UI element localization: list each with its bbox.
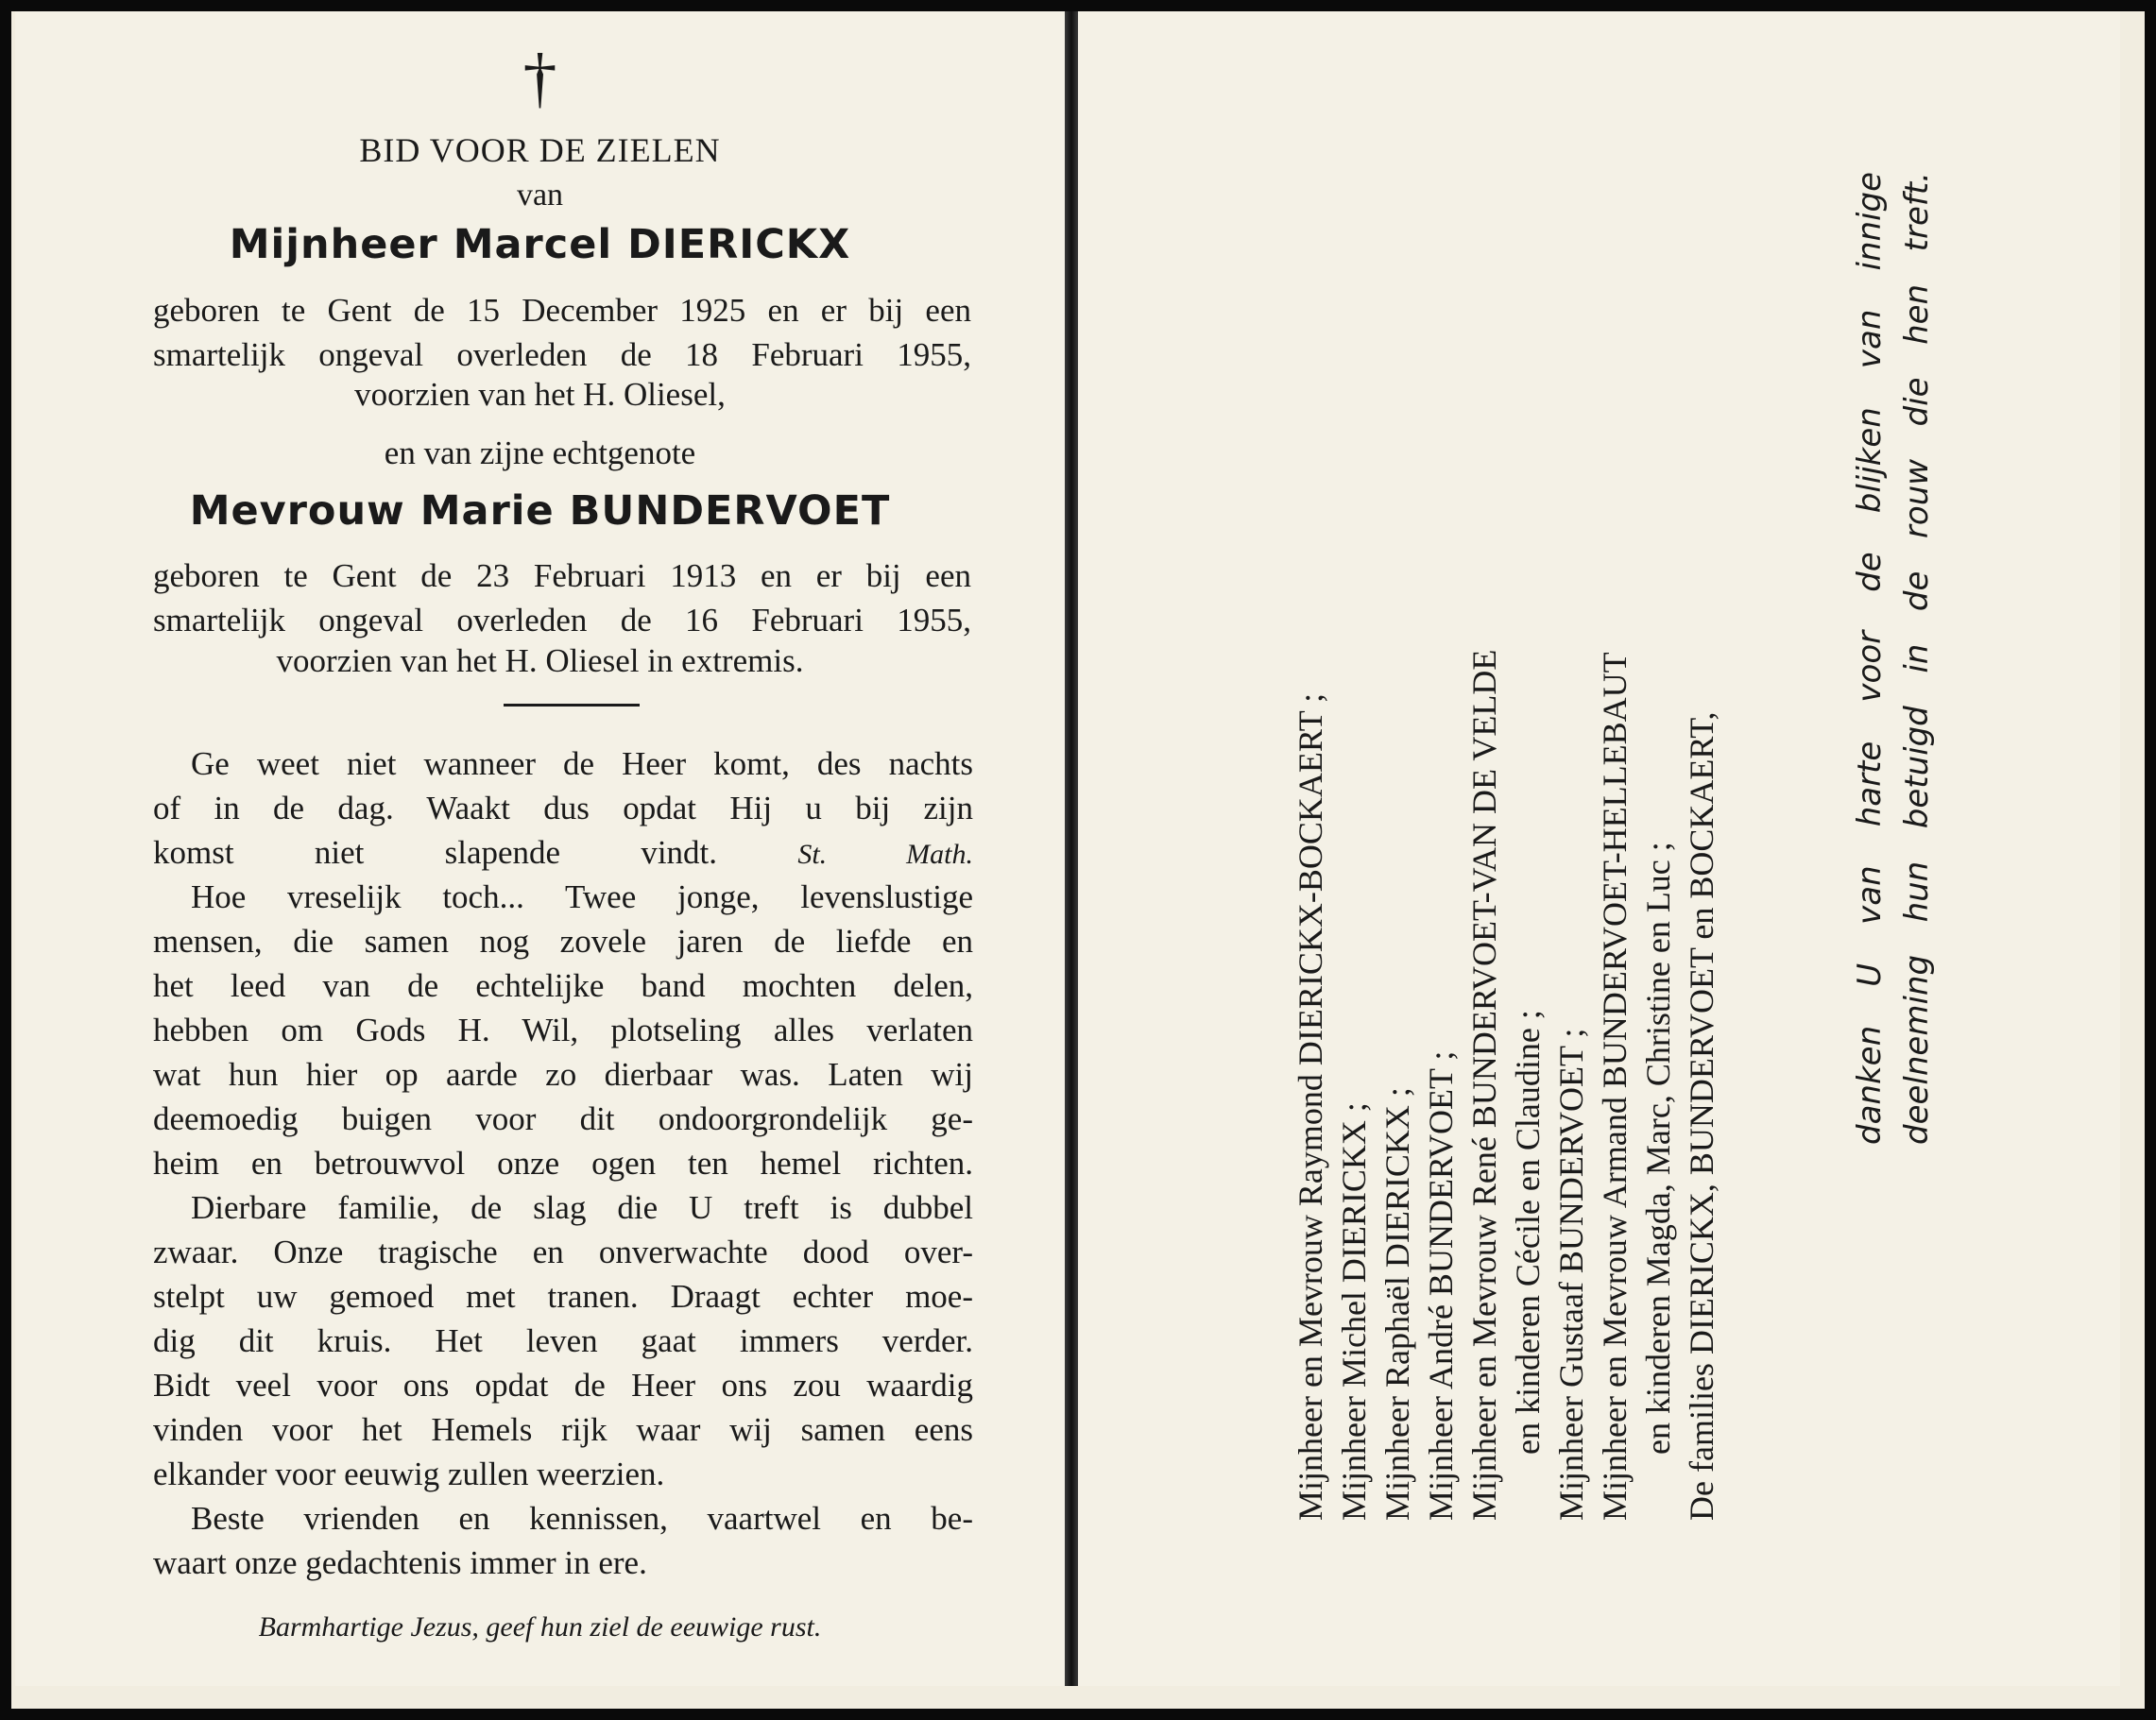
thanks-text xyxy=(1846,172,1941,1145)
person1-name: Mijnheer Marcel DIERICKX xyxy=(229,221,851,268)
connector-text: en van zijne echtgenote xyxy=(384,434,696,471)
person2-line: smartelijk ongeval overleden de 16 Februari 1955, xyxy=(153,602,971,639)
body-line-text: komst niet slapende vindt. xyxy=(153,834,718,871)
family-line: Mijnheer Raphaël DIERICKX ; xyxy=(1378,1087,1416,1521)
body-line: Ge weet niet wanneer de Heer komt, des nachts xyxy=(191,745,973,782)
family-list xyxy=(1289,208,1723,1521)
family-line: De families DIERICKX, BUNDERVOET en BOCKAERT, xyxy=(1683,711,1720,1521)
person1-line: voorzien van het H. Oliesel, xyxy=(354,376,726,413)
body-line: wat hun hier op aarde zo dierbaar was. Laten wij xyxy=(153,1056,973,1093)
thanks-line: deelneming hun betuigd in de rouw die hen treft. xyxy=(1898,172,1936,1145)
body-line: Bidt veel voor ons opdat de Heer ons zou waardig xyxy=(153,1367,973,1404)
person2-line: geboren te Gent de 23 Februari 1913 en er bij een xyxy=(153,557,971,594)
person2-line: voorzien van het H. Oliesel in extremis. xyxy=(276,642,804,679)
family-line: Mijnheer en Mevrouw Armand BUNDERVOET-HELLEBAUT xyxy=(1596,652,1634,1521)
paragraph-3 xyxy=(153,1185,973,1496)
person2-details xyxy=(153,553,971,642)
person1-details xyxy=(153,288,971,377)
left-page xyxy=(15,11,1065,1686)
body-line: of in de dag. Waakt dus opdat Hij u bij zijn xyxy=(153,790,973,826)
body-line: elkander voor eeuwig zullen weerzien. xyxy=(153,1456,665,1492)
heading: BID VOOR DE ZIELEN xyxy=(359,131,721,169)
body-line: stelpt uw gemoed met tranen. Draagt echter moe- xyxy=(153,1278,973,1315)
center-fold xyxy=(1065,11,1078,1686)
family-line: Mijnheer Gustaaf BUNDERVOET ; xyxy=(1552,1028,1590,1521)
scripture-paragraph xyxy=(153,741,973,875)
van-text: van xyxy=(516,178,564,213)
family-line: en kinderen Magda, Marc, Christine en Luc ; xyxy=(1639,842,1677,1455)
cross-icon: † xyxy=(522,40,557,115)
paragraph-2 xyxy=(153,875,973,1185)
family-line: en kinderen Cécile en Claudine ; xyxy=(1509,1010,1547,1455)
person1-line: smartelijk ongeval overleden de 18 Februari 1955, xyxy=(153,336,971,373)
body-line: dig dit kruis. Het leven gaat immers verder. xyxy=(153,1322,973,1359)
body-line: hebben om Gods H. Wil, plotseling alles verlaten xyxy=(153,1012,973,1048)
body-line: heim en betrouwvol onze ogen ten hemel richten. xyxy=(153,1145,973,1182)
family-line: Mijnheer Michel DIERICKX ; xyxy=(1335,1102,1373,1521)
body-line: zwaar. Onze tragische en onverwachte dood over- xyxy=(153,1234,973,1270)
family-line: Mijnheer en Mevrouw René BUNDERVOET-VAN DE VELDE xyxy=(1465,649,1503,1521)
person2-name: Mevrouw Marie BUNDERVOET xyxy=(189,487,891,535)
body-line: deemoedig buigen voor dit ondoorgrondelijk ge- xyxy=(153,1100,973,1137)
divider xyxy=(504,704,640,707)
body-line: het leed van de echtelijke band mochten delen, xyxy=(153,967,973,1004)
family-line: Mijnheer en Mevrouw Raymond DIERICKX-BOCKAERT ; xyxy=(1292,692,1329,1521)
body-line: mensen, die samen nog zovele jaren de liefde en xyxy=(153,923,973,960)
body-line: Dierbare familie, de slag die U treft is dubbel xyxy=(191,1189,973,1226)
body-line: Hoe vreselijk toch... Twee jonge, levenslustige xyxy=(191,878,973,915)
right-page xyxy=(1078,11,2120,1686)
body-line: vinden voor het Hemels rijk waar wij samen eens xyxy=(153,1411,973,1448)
body-line: waart onze gedachtenis immer in ere. xyxy=(153,1544,647,1581)
citation: St. Math. xyxy=(797,839,973,870)
body-line: Beste vrienden en kennissen, vaartwel en be- xyxy=(191,1500,973,1537)
family-line: Mijnheer André BUNDERVOET ; xyxy=(1422,1050,1460,1521)
body-line xyxy=(153,830,973,875)
closing-prayer: Barmhartige Jezus, geef hun ziel de eeuwige rust. xyxy=(258,1611,822,1643)
thanks-line: danken U van harte voor de blijken van innige xyxy=(1851,172,1889,1145)
person1-line: geboren te Gent de 15 December 1925 en er bij een xyxy=(153,292,971,329)
paragraph-4 xyxy=(153,1496,973,1585)
